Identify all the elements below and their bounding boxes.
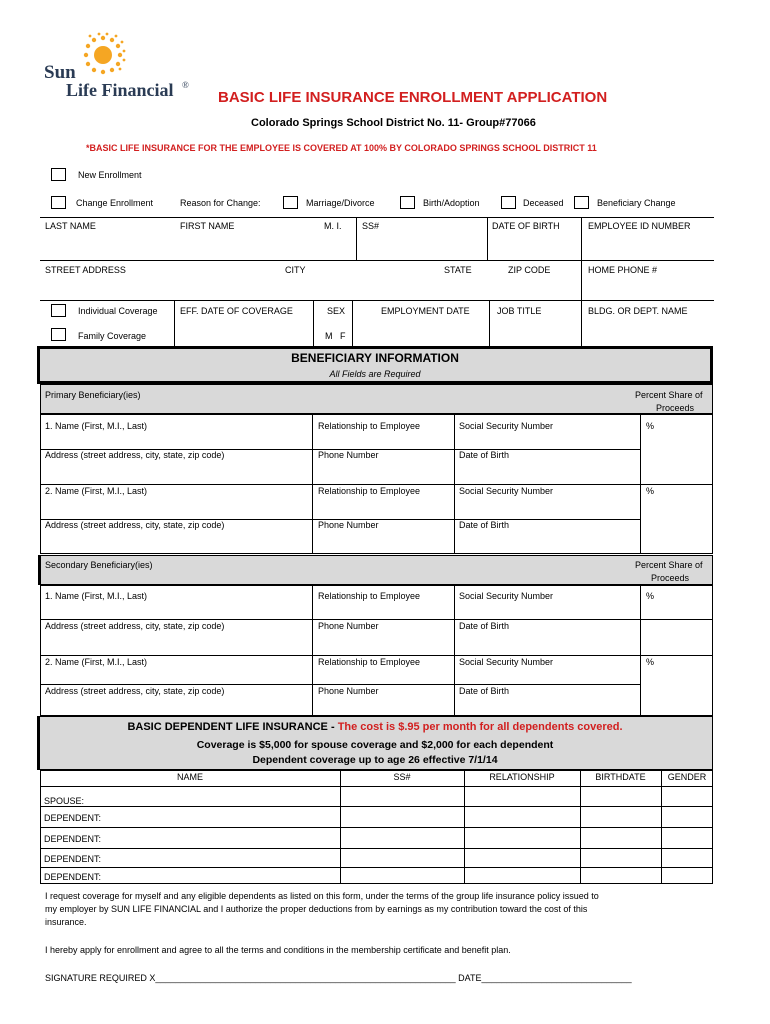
logo-sun-text: Sun [44, 62, 76, 83]
secondary-2-relationship-field[interactable]: Relationship to Employee [318, 657, 421, 667]
sex-options[interactable]: M F [325, 331, 346, 341]
primary-1-address-field[interactable]: Address (street address, city, state, zip code) [45, 450, 225, 460]
primary-2-phone-field[interactable]: Phone Number [318, 520, 379, 530]
last-name-field[interactable]: LAST NAME [45, 221, 96, 231]
primary-1-phone-field[interactable]: Phone Number [318, 450, 379, 460]
secondary-beneficiary-heading: Secondary Beneficiary(ies) [45, 560, 153, 570]
signature-line[interactable]: SIGNATURE REQUIRED X____________________________________________________________ DATE______________________________ [45, 973, 632, 983]
primary-1-relationship-field[interactable]: Relationship to Employee [318, 421, 421, 431]
marriage-divorce-label: Marriage/Divorce [306, 198, 375, 208]
coverage-notice: *BASIC LIFE INSURANCE FOR THE EMPLOYEE IS COVERED AT 100% BY COLORADO SPRINGS SCHOOL DISTRICT 11 [86, 143, 597, 153]
secondary-proceeds-heading: Proceeds [651, 573, 690, 583]
beneficiary-change-label: Beneficiary Change [597, 198, 676, 208]
primary-2-name-field[interactable]: 2. Name (First, M.I., Last) [45, 486, 148, 496]
primary-proceeds-heading: Proceeds [656, 403, 695, 413]
request-text-line-3: insurance. [45, 917, 87, 927]
secondary-1-dob-field[interactable]: Date of Birth [459, 621, 510, 631]
primary-1-dob-field[interactable]: Date of Birth [459, 450, 510, 460]
request-text-line-2: my employer by SUN LIFE FINANCIAL and I authorize the proper deductions from by earnings as my contribution toward the cost of this [45, 904, 588, 914]
primary-1-ssn-field[interactable]: Social Security Number [459, 421, 554, 431]
dependent-life-title: BASIC DEPENDENT LIFE INSURANCE - [127, 721, 338, 733]
state-field[interactable]: STATE [444, 265, 472, 275]
secondary-1-name-field[interactable]: 1. Name (First, M.I., Last) [45, 591, 148, 601]
deceased-checkbox[interactable] [501, 196, 516, 209]
dependent-cost-note: The cost is $.95 per month for all dependents covered. [337, 721, 623, 733]
dependent-row-4-label[interactable]: DEPENDENT: [44, 872, 102, 882]
reason-for-change-label: Reason for Change: [180, 198, 261, 208]
primary-beneficiary-heading: Primary Beneficiary(ies) [45, 390, 141, 400]
new-enrollment-checkbox[interactable] [51, 168, 66, 181]
secondary-2-dob-field[interactable]: Date of Birth [459, 686, 510, 696]
logo-life-financial-text: Life Financial [66, 80, 174, 100]
primary-2-relationship-field[interactable]: Relationship to Employee [318, 486, 421, 496]
primary-percent-heading: Percent Share of [635, 390, 703, 400]
request-text-line-1: I request coverage for myself and any eligible dependents as listed on this form, under the terms of the group life insurance policy issued to [45, 891, 599, 901]
secondary-1-relationship-field[interactable]: Relationship to Employee [318, 591, 421, 601]
home-phone-field[interactable]: HOME PHONE # [588, 265, 658, 275]
individual-coverage-label: Individual Coverage [78, 306, 158, 316]
secondary-2-name-field[interactable]: 2. Name (First, M.I., Last) [45, 657, 148, 667]
dependent-name-header: NAME [176, 772, 203, 782]
page-title: BASIC LIFE INSURANCE ENROLLMENT APPLICATION [218, 89, 608, 106]
birth-adoption-checkbox[interactable] [400, 196, 415, 209]
spouse-row-label[interactable]: SPOUSE: [44, 796, 85, 806]
date-of-birth-field[interactable]: DATE OF BIRTH [492, 221, 560, 231]
dependent-life-heading [37, 721, 713, 734]
city-field[interactable]: CITY [285, 265, 306, 275]
sex-label: SEX [327, 306, 346, 316]
secondary-1-ssn-field[interactable]: Social Security Number [459, 591, 554, 601]
secondary-2-ssn-field[interactable]: Social Security Number [459, 657, 554, 667]
beneficiary-section-title: BENEFICIARY INFORMATION [291, 351, 459, 365]
marriage-divorce-checkbox[interactable] [283, 196, 298, 209]
secondary-1-phone-field[interactable]: Phone Number [318, 621, 379, 631]
birth-adoption-label: Birth/Adoption [423, 198, 480, 208]
family-coverage-checkbox[interactable] [51, 328, 66, 341]
beneficiary-change-checkbox[interactable] [574, 196, 589, 209]
primary-1-name-field[interactable]: 1. Name (First, M.I., Last) [45, 421, 148, 431]
sun-logo-icon [80, 32, 126, 78]
dependent-row-3-label[interactable]: DEPENDENT: [44, 854, 102, 864]
employee-id-field[interactable]: EMPLOYEE ID NUMBER [588, 221, 691, 231]
dependent-relationship-header: RELATIONSHIP [489, 772, 555, 782]
change-enrollment-label: Change Enrollment [76, 198, 154, 208]
new-enrollment-label: New Enrollment [78, 170, 142, 180]
zip-code-field[interactable]: ZIP CODE [508, 265, 551, 275]
logo-registered-mark: ® [182, 80, 189, 90]
secondary-2-percent-field[interactable]: % [646, 657, 655, 667]
district-line: Colorado Springs School District No. 11- Group#77066 [251, 117, 536, 129]
effective-date-field[interactable]: EFF. DATE OF COVERAGE [180, 306, 293, 316]
secondary-2-address-field[interactable]: Address (street address, city, state, zip code) [45, 686, 225, 696]
individual-coverage-checkbox[interactable] [51, 304, 66, 317]
beneficiary-required-note: All Fields are Required [329, 369, 421, 379]
deceased-label: Deceased [523, 198, 564, 208]
dependent-row-2-label[interactable]: DEPENDENT: [44, 834, 102, 844]
dependent-ssn-header: SS# [393, 772, 411, 782]
secondary-1-percent-field[interactable]: % [646, 591, 655, 601]
secondary-1-address-field[interactable]: Address (street address, city, state, zip code) [45, 621, 225, 631]
primary-2-address-field[interactable]: Address (street address, city, state, zip code) [45, 520, 225, 530]
job-title-field[interactable]: JOB TITLE [497, 306, 542, 316]
dependent-age-line: Dependent coverage up to age 26 effective 7/1/14 [252, 754, 498, 766]
secondary-percent-heading: Percent Share of [635, 560, 703, 570]
secondary-2-phone-field[interactable]: Phone Number [318, 686, 379, 696]
first-name-field[interactable]: FIRST NAME [180, 221, 235, 231]
employment-date-field[interactable]: EMPLOYMENT DATE [381, 306, 470, 316]
dependent-row-1-label[interactable]: DEPENDENT: [44, 813, 102, 823]
dependent-birthdate-header: BIRTHDATE [595, 772, 646, 782]
change-enrollment-checkbox[interactable] [51, 196, 66, 209]
primary-2-percent-field[interactable]: % [646, 486, 655, 496]
primary-2-ssn-field[interactable]: Social Security Number [459, 486, 554, 496]
ssn-field[interactable]: SS# [362, 221, 380, 231]
dependent-gender-header: GENDER [667, 772, 707, 782]
dependent-coverage-line: Coverage is $5,000 for spouse coverage and $2,000 for each dependent [196, 739, 554, 751]
bldg-dept-field[interactable]: BLDG. OR DEPT. NAME [588, 306, 688, 316]
street-address-field[interactable]: STREET ADDRESS [45, 265, 126, 275]
apply-statement: I hereby apply for enrollment and agree to all the terms and conditions in the membership certificate and benefit plan. [45, 945, 511, 955]
primary-2-dob-field[interactable]: Date of Birth [459, 520, 510, 530]
primary-1-percent-field[interactable]: % [646, 421, 655, 431]
middle-initial-field[interactable]: M. I. [324, 221, 342, 231]
family-coverage-label: Family Coverage [78, 331, 147, 341]
